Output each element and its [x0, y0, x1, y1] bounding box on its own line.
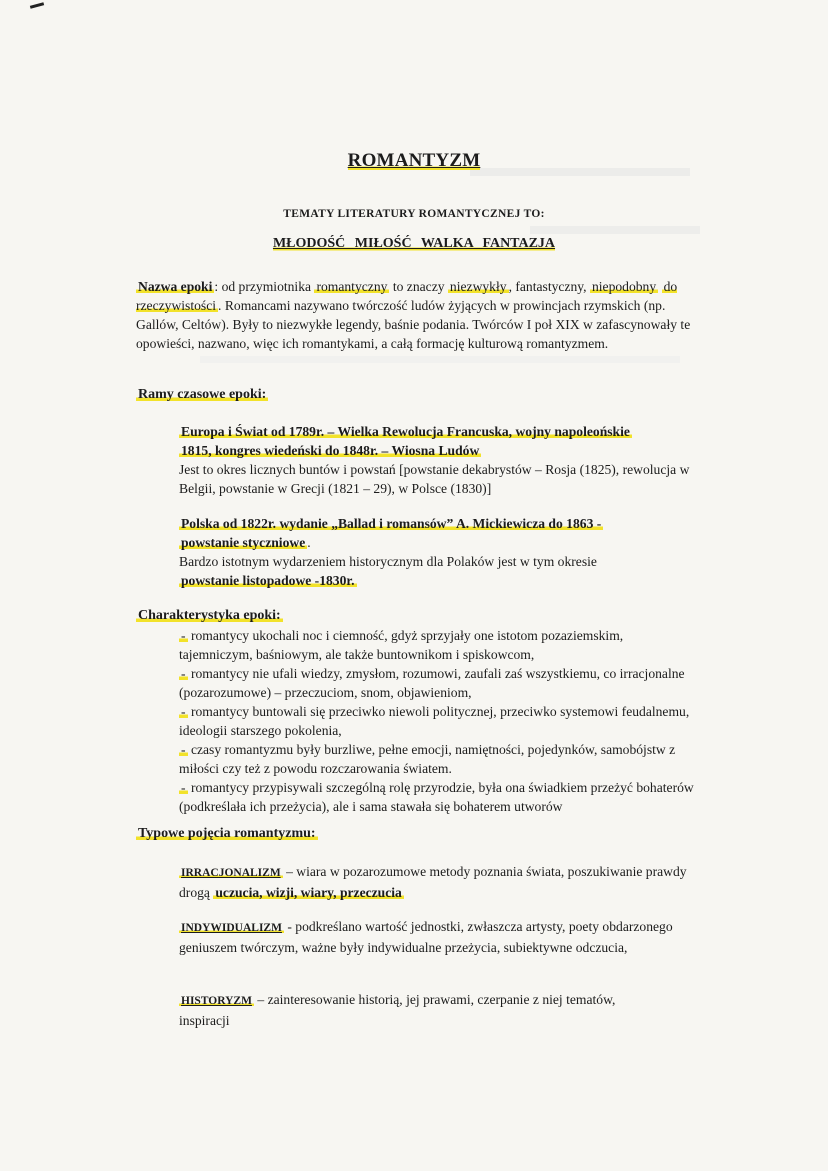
- list-item: - romantycy przypisywali szczególną rolę przyrodzie, była ona świadkiem przeżyć bohaterów (podkreślała ich przeżycia), ale i sama stawała się bohaterem utworów: [179, 780, 694, 814]
- subtitle: TEMATY LITERATURY ROMANTYCZNEJ TO:: [283, 208, 545, 220]
- list-item: - czasy romantyzmu były burzliwe, pełne emocji, namiętności, pojedynków, samobójstw z miłości czy też z powodu rozczarowania światem.: [179, 742, 676, 776]
- section-ramy-heading: Ramy czasowe epoki:: [138, 387, 267, 402]
- europa-text: Jest to okres licznych buntów i powstań [powstanie dekabrystów – Rosja (1825), rewolucja w Belgii, powstanie w Grecji (1821 – 29), w Polsce (1830)]: [179, 462, 690, 496]
- charakterystyka-list: [179, 626, 699, 816]
- term-historyzm: HISTORYZM – zainteresowanie historią, jej prawami, czerpanie z niej tematów, inspiracji: [179, 992, 616, 1028]
- europa-block: Europa i Świat od 1789r. – Wielka Rewolucja Francuska, wojny napoleońskie 1815, kongres wiedeński do 1848r. – Wiosna Ludów Jest to okres licznych buntów i powstań [powstanie dekabrystów – Rosja (1825), rewolucja w Belgii, powstanie w Grecji (1821 – 29), w Polsce (1830)]: [179, 422, 699, 498]
- list-item: - romantycy buntowali się przeciwko niewoli politycznej, przeciwko systemowi feudalnemu, ideologii starszego pokolenia,: [179, 704, 690, 738]
- list-item: - romantycy nie ufali wiedzy, zmysłom, rozumowi, zaufali zaś wszystkiemu, co irracjonalne (pozarozumowe) – przeczuciom, snom, objawieniom,: [179, 666, 685, 700]
- nazwa-label: Nazwa epoki: [138, 279, 213, 294]
- section-nazwa-epoki: Nazwa epoki : od przymiotnika romantyczny to znaczy niezwykły , fantastyczny, niepodobny do rzeczywistości . Romancami nazywano twórczość ludów żyjących w prowincjach rzymskich (np. Gallów, Celtów). Były to niezwykłe legendy, baśnie podania. Twórców I poł XIX w zafascynowały te opowieści, nazwano, więc ich romantykami, a całą formację kulturową romantyzmem.: [136, 279, 691, 351]
- page-title: ROMANTYZM: [347, 150, 481, 171]
- europa-heading: Europa i Świat od 1789r. – Wielka Rewolucja Francuska, wojny napoleońskie: [181, 424, 630, 439]
- bleed-through: [530, 226, 700, 234]
- bleed-through: [200, 356, 680, 363]
- list-item: - romantycy ukochali noc i ciemność, gdyż sprzyjały one istotom pozaziemskim, tajemniczym, baśniowym, ale także buntownikom i spiskowcom,: [179, 628, 624, 662]
- polska-block: Polska od 1822r. wydanie „Ballad i romansów” A. Mickiewicza do 1863 - powstanie styczniowe . Bardzo istotnym wydarzeniem historycznym dla Polaków jest w tym okresie powstanie listopadowe -1830r.: [179, 514, 699, 590]
- term-irracjonalizm: IRRACJONALIZM – wiara w pozarozumowe metody poznania świata, poszukiwanie prawdy drogą uczucia, wizji, wiary, przeczucia: [179, 864, 687, 900]
- term-indywidualizm: INDYWIDUALIZM - podkreślano wartość jednostki, zwłaszcza artysty, poety obdarzonego geniuszem twórczym, ważne były indywidualne przeżycia, subiektywne odczucia,: [179, 919, 673, 955]
- section-charakterystyka-heading: Charakterystyka epoki:: [138, 608, 281, 623]
- scan-mark: [30, 2, 44, 9]
- themes-line: MŁODOŚĆ MIŁOŚĆ WALKA FANTAZJA: [272, 236, 556, 251]
- polska-heading: Polska od 1822r. wydanie „Ballad i romansów” A. Mickiewicza do 1863 -: [181, 516, 602, 531]
- section-pojecia-heading: Typowe pojęcia romantyzmu:: [138, 826, 316, 841]
